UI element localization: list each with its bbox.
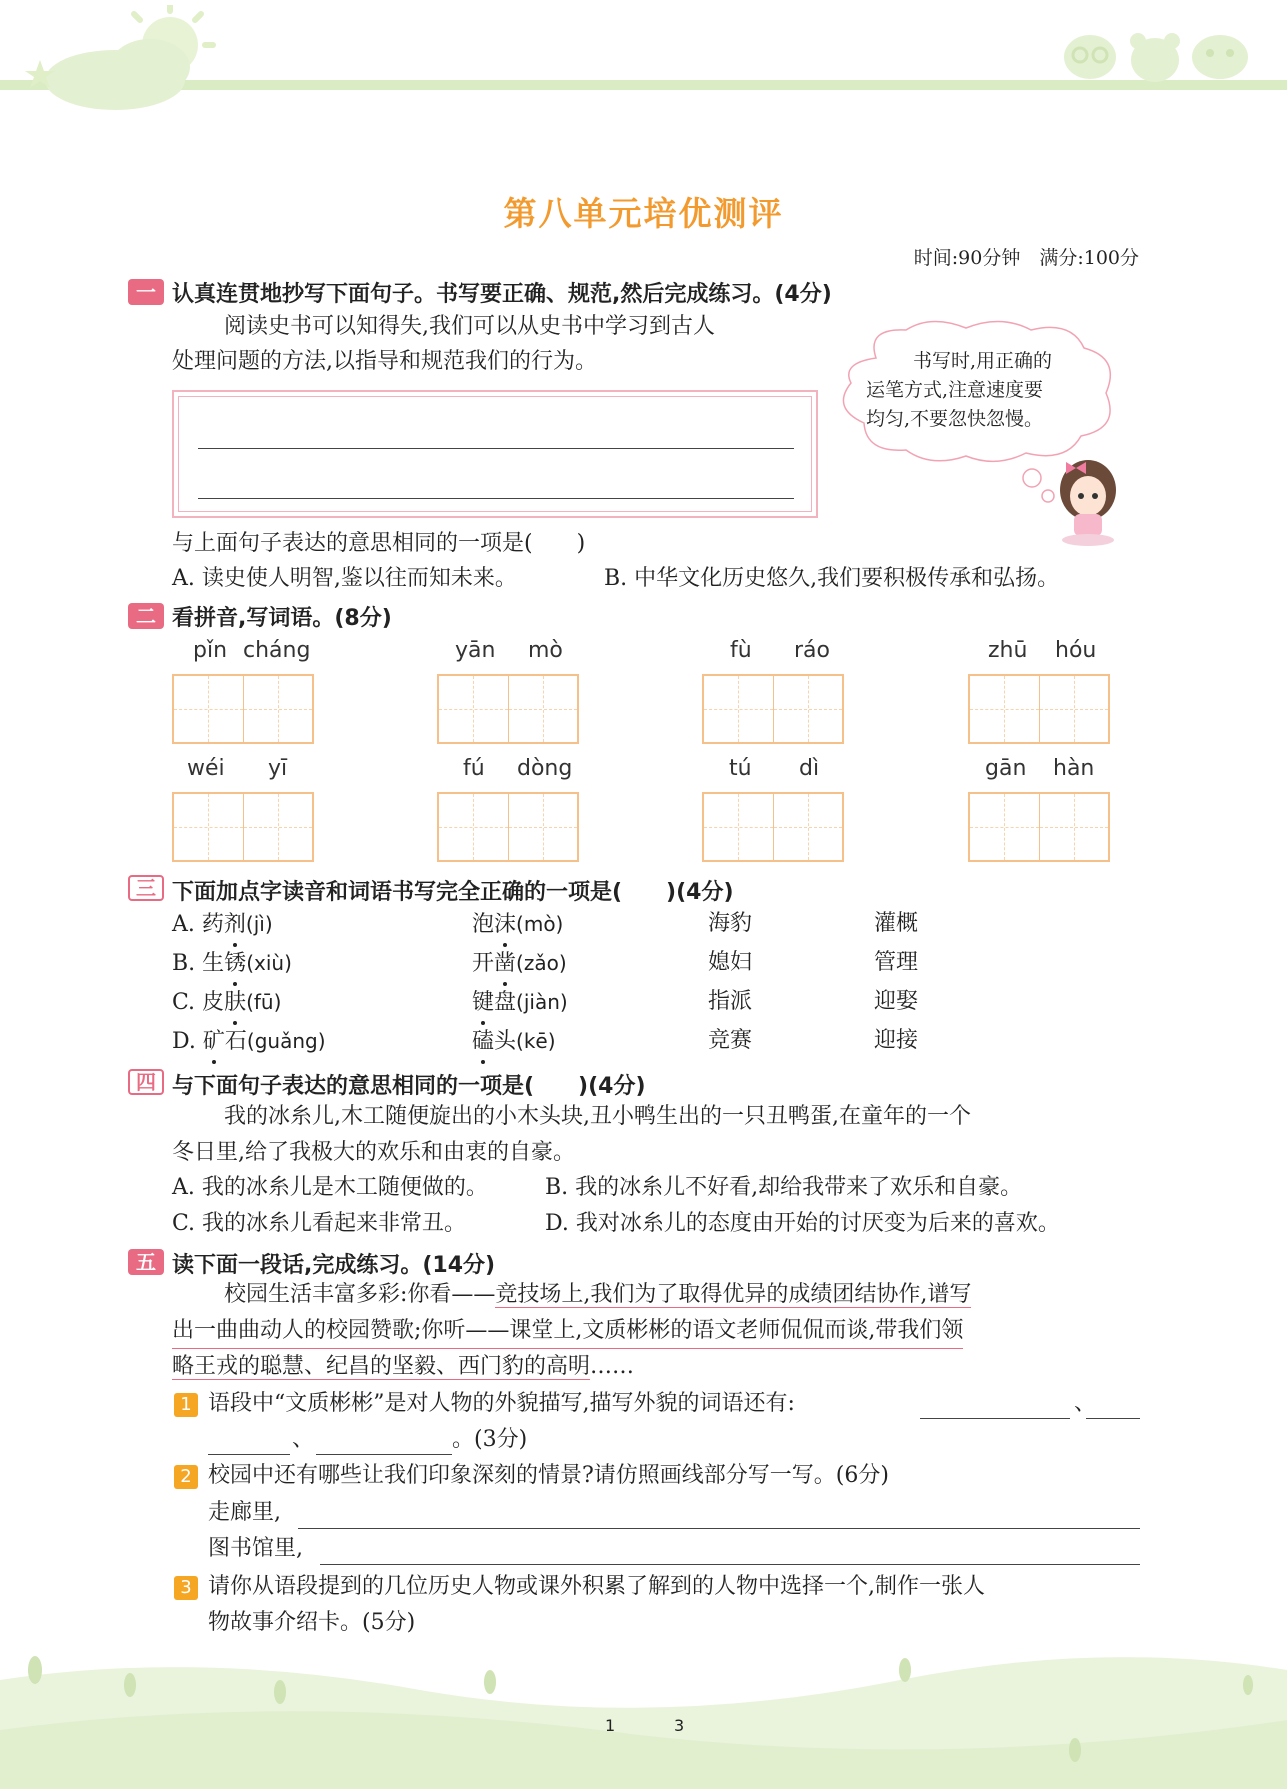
pinyin-6b: dòng bbox=[517, 756, 573, 781]
pinyin-4a: zhū bbox=[988, 638, 1028, 663]
pinyin-1a: pǐn bbox=[193, 638, 228, 663]
s3-row-b[interactable]: B. 生锈(xiù) bbox=[172, 946, 292, 981]
section-1-badge: 一 bbox=[128, 279, 164, 305]
girl-character-icon bbox=[1052, 452, 1124, 548]
pinyin-8b: hàn bbox=[1053, 756, 1095, 781]
s3-row-c[interactable]: C. 皮肤(fū) bbox=[172, 985, 281, 1020]
page-number-left: 1 bbox=[605, 1716, 616, 1735]
s3-row-b-word3: 媳妇 bbox=[708, 950, 753, 975]
s1-option-a[interactable]: A. 读史使人明智,鉴以往而知未来。 bbox=[172, 566, 517, 591]
s3-row-d-word3: 竞赛 bbox=[708, 1028, 753, 1053]
s3-row-a-word4: 灌概 bbox=[874, 911, 919, 936]
s3-row-c-word4: 迎娶 bbox=[874, 989, 919, 1014]
pinyin-4b: hóu bbox=[1055, 638, 1097, 663]
q2-answer-line-1[interactable] bbox=[298, 1528, 1140, 1529]
writing-grid-7[interactable] bbox=[702, 792, 844, 862]
writing-grid-1[interactable] bbox=[172, 674, 314, 744]
footer-hills bbox=[0, 1640, 1287, 1789]
pinyin-8a: gān bbox=[985, 756, 1027, 781]
writing-grid-3[interactable] bbox=[702, 674, 844, 744]
pinyin-3a: fù bbox=[730, 638, 752, 663]
q2-text: 校园中还有哪些让我们印象深刻的情景?请仿照画线部分写一写。(6分) bbox=[208, 1463, 889, 1488]
q2-prompt-corridor: 走廊里, bbox=[208, 1500, 281, 1525]
section-2-badge: 二 bbox=[128, 603, 164, 629]
section-5-badge: 五 bbox=[128, 1249, 164, 1275]
page-number-right: 3 bbox=[674, 1716, 685, 1735]
sun-cloud-icon bbox=[20, 5, 220, 115]
s4-text-line-1: 我的冰糸儿,木工随便旋出的小木头块,丑小鸭生出的一只丑鸭蛋,在童年的一个 bbox=[224, 1104, 971, 1129]
pinyin-3b: ráo bbox=[794, 638, 830, 663]
section-3-heading: 下面加点字读音和词语书写完全正确的一项是( )(4分) bbox=[172, 880, 734, 905]
s4-option-b[interactable]: B. 我的冰糸儿不好看,却给我带来了欢乐和自豪。 bbox=[545, 1175, 1023, 1200]
q3-text-line-1: 请你从语段提到的几位历史人物或课外积累了解到的人物中选择一个,制作一张人 bbox=[208, 1574, 985, 1599]
pinyin-5b: yī bbox=[268, 756, 288, 781]
q1-number-badge: 1 bbox=[174, 1393, 198, 1417]
q2-number-badge: 2 bbox=[174, 1465, 198, 1489]
q1-blank-3[interactable] bbox=[316, 1454, 452, 1455]
section-2-heading: 看拼音,写词语。(8分) bbox=[172, 606, 392, 631]
q1-blank-2a[interactable] bbox=[1086, 1418, 1140, 1419]
writing-grid-5[interactable] bbox=[172, 792, 314, 862]
pinyin-7a: tú bbox=[729, 756, 752, 781]
s3-row-d-word2: 磕头(kē) bbox=[472, 1024, 556, 1059]
q3-text-line-2: 物故事介绍卡。(5分) bbox=[208, 1610, 416, 1635]
s3-row-c-word2: 键盘(jiàn) bbox=[472, 985, 568, 1020]
section-3-badge: 三 bbox=[128, 875, 164, 901]
s5-para-line-2: 出一曲曲动人的校园赞歌;你听——课堂上,文质彬彬的语文老师侃侃而谈,带我们领 bbox=[172, 1314, 963, 1349]
q1-text: 语段中“文质彬彬”是对人物的外貌描写,描写外貌的词语还有: bbox=[208, 1391, 795, 1416]
q1-blank-1[interactable] bbox=[920, 1418, 1070, 1419]
section-1-heading: 认真连贯地抄写下面句子。书写要正确、规范,然后完成练习。(4分) bbox=[172, 282, 832, 307]
s3-row-b-word2: 开凿(zǎo) bbox=[472, 946, 567, 981]
s5-para-line-3: 略王戎的聪慧、纪昌的坚毅、西门豹的高明…… bbox=[172, 1354, 635, 1379]
q1-score: 。(3分) bbox=[452, 1427, 528, 1452]
s3-row-d[interactable]: D. 矿石(guǎng) bbox=[172, 1024, 326, 1059]
pinyin-7b: dì bbox=[799, 756, 820, 781]
q1-blank-2b[interactable] bbox=[208, 1454, 290, 1455]
s1-option-b[interactable]: B. 中华文化历史悠久,我们要积极传承和弘扬。 bbox=[604, 566, 1060, 591]
animal-faces-icon bbox=[1060, 25, 1260, 85]
copy-line-2[interactable] bbox=[198, 498, 794, 499]
section-5-heading: 读下面一段话,完成练习。(14分) bbox=[172, 1253, 496, 1278]
s4-option-d[interactable]: D. 我对冰糸儿的态度由开始的讨厌变为后来的喜欢。 bbox=[545, 1211, 1060, 1236]
q1-separator: 、 bbox=[1074, 1391, 1097, 1416]
writing-grid-2[interactable] bbox=[437, 674, 579, 744]
writing-grid-6[interactable] bbox=[437, 792, 579, 862]
s4-option-a[interactable]: A. 我的冰糸儿是木工随便做的。 bbox=[172, 1175, 488, 1200]
page-title: 第八单元培优测评 bbox=[503, 194, 784, 233]
bubble-line-2: 运笔方式,注意速度要 bbox=[866, 379, 1044, 401]
s3-row-a-word3: 海豹 bbox=[708, 911, 753, 936]
s1-text-line-2: 处理问题的方法,以指导和规范我们的行为。 bbox=[172, 349, 597, 374]
copy-writing-box[interactable] bbox=[172, 390, 818, 518]
copy-line-1[interactable] bbox=[198, 448, 794, 449]
s3-row-a[interactable]: A. 药剂(jì) bbox=[172, 907, 273, 942]
bubble-line-1: 书写时,用正确的 bbox=[913, 350, 1053, 372]
s3-row-b-word4: 管理 bbox=[874, 950, 919, 975]
writing-grid-4[interactable] bbox=[968, 674, 1110, 744]
pinyin-1b: cháng bbox=[243, 638, 311, 663]
section-4-heading: 与下面句子表达的意思相同的一项是( )(4分) bbox=[172, 1074, 646, 1099]
s5-para-line-1: 校园生活丰富多彩:你看——竞技场上,我们为了取得优异的成绩团结协作,谱写 bbox=[224, 1282, 972, 1307]
section-4-badge: 四 bbox=[128, 1069, 164, 1095]
s1-text-line-1: 阅读史书可以知得失,我们可以从史书中学习到古人 bbox=[224, 314, 715, 339]
pinyin-2a: yān bbox=[455, 638, 496, 663]
pinyin-2b: mò bbox=[528, 638, 563, 663]
s3-row-d-word4: 迎接 bbox=[874, 1028, 919, 1053]
pinyin-5a: wéi bbox=[187, 756, 225, 781]
s1-question: 与上面句子表达的意思相同的一项是( ) bbox=[172, 531, 586, 556]
q1-separator-2: 、 bbox=[292, 1427, 315, 1452]
pinyin-6a: fú bbox=[463, 756, 485, 781]
s4-option-c[interactable]: C. 我的冰糸儿看起来非常丑。 bbox=[172, 1211, 467, 1236]
s3-row-a-word2: 泡沫(mò) bbox=[472, 907, 563, 942]
s3-row-c-word3: 指派 bbox=[708, 989, 753, 1014]
bubble-line-3: 均匀,不要忽快忽慢。 bbox=[866, 408, 1044, 430]
q2-answer-line-2[interactable] bbox=[320, 1564, 1140, 1565]
writing-grid-8[interactable] bbox=[968, 792, 1110, 862]
q2-prompt-library: 图书馆里, bbox=[208, 1536, 303, 1561]
s4-text-line-2: 冬日里,给了我极大的欢乐和由衷的自豪。 bbox=[172, 1140, 575, 1165]
time-score-info: 时间:90分钟 满分:100分 bbox=[913, 247, 1139, 269]
q3-number-badge: 3 bbox=[174, 1576, 198, 1600]
